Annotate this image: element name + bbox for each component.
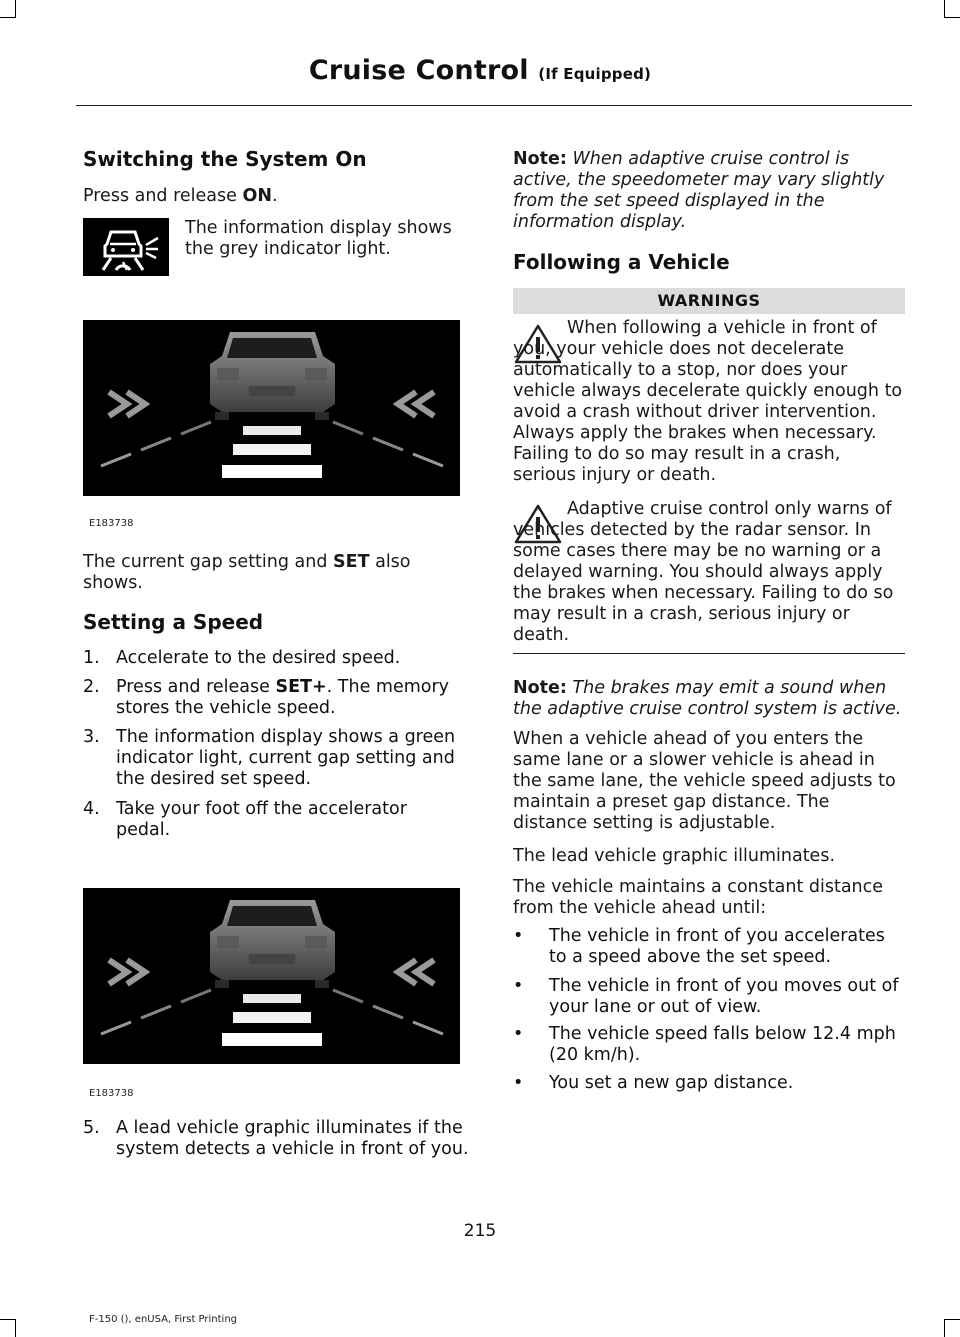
note-speedometer (513, 149, 898, 233)
paragraph: The lead vehicle graphic illuminates. (513, 846, 836, 866)
bullet-text: The vehicle in front of you accelerates to a speed above the set speed. (549, 926, 885, 967)
crop-mark (944, 1319, 945, 1337)
edition-text: F-150 (), enUSA, First Printing (89, 1314, 238, 1325)
heading-switching-on: Switching the System On (83, 147, 367, 171)
bullet-text: The vehicle in front of you moves out of your lane or out of view. (549, 976, 899, 1017)
page-header (0, 55, 960, 86)
step-text (116, 677, 476, 719)
note-label: Note: (513, 149, 567, 169)
header-subtitle: (If Equipped) (538, 65, 652, 83)
bullet-icon: • (513, 1073, 524, 1093)
press-on-key: ON (242, 186, 273, 206)
set-plus-key: SET+ (275, 677, 327, 697)
adaptive-cruise-indicator-icon (83, 218, 169, 276)
crop-mark (15, 1319, 16, 1337)
gap-set-key: SET (333, 552, 370, 572)
note-text: The brakes may emit a sound when the adaptive cruise control system is active. (513, 678, 902, 719)
step-number: 2. (83, 677, 100, 697)
bullet-text: The vehicle speed falls below 12.4 mph (20 km/h). (549, 1024, 896, 1065)
crop-mark (0, 17, 16, 18)
info-display-text: The information display shows the grey indicator light. (185, 218, 452, 259)
header-title: Cruise Control (308, 55, 529, 86)
heading-setting-speed: Setting a Speed (83, 610, 264, 634)
step-pre: Press and release (116, 677, 276, 697)
step-number: 4. (83, 799, 100, 819)
bullet-icon: • (513, 926, 524, 946)
crop-mark (944, 17, 960, 18)
step-number: 1. (83, 648, 100, 668)
list-item (83, 727, 483, 791)
step-text: Take your foot off the accelerator pedal. (116, 799, 407, 840)
gap-setting-text (83, 552, 463, 594)
note-text: When adaptive cruise control is active, the speedometer may vary slightly from the set speed displayed in the information display. (513, 149, 885, 232)
list-item (83, 677, 483, 721)
press-on-text (83, 186, 278, 207)
figure-code: E183738 (89, 1088, 134, 1099)
gap-post: also shows. (83, 552, 411, 593)
step-number: 3. (83, 727, 100, 747)
bullet-icon: • (513, 1024, 524, 1044)
bullet-icon: • (513, 976, 524, 996)
crop-mark (15, 0, 16, 18)
warning-text: Adaptive cruise control only warns of vehicles detected by the radar sensor. In some cases there may be no warning or a delayed warning. You should always apply the brakes when necessary. Failing to do so may result in a crash, serious injury or death. (513, 499, 894, 645)
divider (513, 653, 905, 654)
step-text: Accelerate to the desired speed. (116, 648, 401, 668)
crop-mark (944, 1319, 960, 1320)
figure-code: E183738 (89, 518, 134, 529)
page-number: 215 (463, 1221, 497, 1241)
crop-mark (944, 0, 945, 18)
header-rule (76, 105, 912, 106)
gap-pre: The current gap setting and (83, 552, 334, 572)
warnings-bar: WARNINGS (513, 288, 905, 314)
note-brakes (513, 678, 908, 720)
step-text: A lead vehicle graphic illuminates if the system detects a vehicle in front of you. (116, 1118, 469, 1159)
bullet-text: You set a new gap distance. (549, 1073, 794, 1093)
lead-vehicle-figure (83, 888, 460, 1064)
lead-vehicle-figure (83, 320, 460, 496)
paragraph: When a vehicle ahead of you enters the same lane or a slower vehicle is ahead in the same lane, the vehicle speed adjusts to maintain a preset gap distance. The distance setting is adjustable. (513, 729, 896, 833)
step-text: The information display shows a green indicator light, current gap setting and the desired set speed. (116, 727, 456, 789)
note-label: Note: (513, 678, 567, 698)
list-item (83, 799, 483, 843)
crop-mark (0, 1319, 16, 1320)
step-number: 5. (83, 1118, 100, 1138)
heading-following-vehicle: Following a Vehicle (513, 250, 730, 274)
press-on-post: . (272, 186, 278, 206)
warning-text: When following a vehicle in front of you, your vehicle does not decelerate automatically to a stop, nor does your vehicle always decelerate quickly enough to avoid a crash without driver intervention. Always apply the brakes when necessary. Failing to do so may result in a crash, serious injury or death. (513, 318, 903, 485)
press-on-pre: Press and release (83, 186, 243, 206)
paragraph: The vehicle maintains a constant distance from the vehicle ahead until: (513, 877, 884, 918)
step-post: . The memory stores the vehicle speed. (116, 677, 450, 718)
list-item (83, 1118, 483, 1162)
